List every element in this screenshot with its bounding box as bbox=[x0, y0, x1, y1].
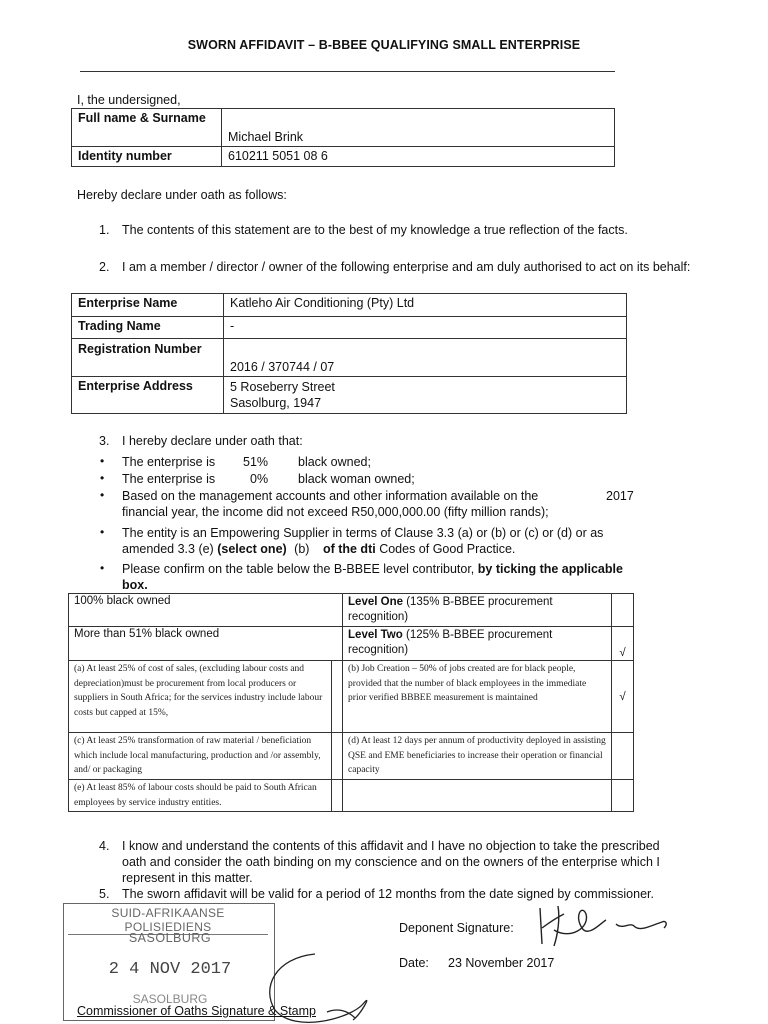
item-4-number: 4. bbox=[99, 839, 110, 853]
date-value: 23 November 2017 bbox=[448, 956, 555, 970]
item-4-text: I know and understand the contents of this affidavit and I have no objection to take the prescribed oath and consider the oath binding on my conscience and on the owners of the enterprise which I represent in this matter. bbox=[122, 839, 660, 885]
level-two-recognition: (125% B-BBEE procurement recognition) bbox=[348, 629, 553, 656]
level-two-condition: More than 51% black owned bbox=[69, 627, 343, 661]
empty-cell bbox=[343, 780, 612, 812]
criterion-b: (b) Job Creation – 50% of jobs created are for black people, provided that the number of black employees in the immediate prior verified BBBEE measurement is maintained bbox=[343, 661, 612, 733]
bullet-2-marker: • bbox=[100, 471, 105, 485]
level-one-recognition: (135% B-BBEE procurement recognition) bbox=[348, 596, 553, 623]
enterprise-address-label: Enterprise Address bbox=[72, 377, 224, 414]
bullet-5-prefix: Please confirm on the table below the B-BBEE level contributor, bbox=[122, 562, 475, 576]
identity-number-label: Identity number bbox=[72, 147, 222, 167]
enterprise-name-value: Katleho Air Conditioning (Pty) Ltd bbox=[224, 294, 627, 317]
level-one-condition: 100% black owned bbox=[69, 594, 343, 627]
declare-intro: Hereby declare under oath as follows: bbox=[77, 188, 287, 202]
item-1-number: 1. bbox=[99, 223, 110, 237]
level-two-tick-box[interactable]: √ bbox=[612, 627, 634, 661]
criterion-a-tick-box[interactable] bbox=[332, 661, 343, 733]
criterion-c: (c) At least 25% transformation of raw material / beneficiation which include local manufacturing, production and /or assembly, and/ or packaging bbox=[69, 733, 332, 780]
trading-name-value: - bbox=[224, 317, 627, 339]
bullet-5-line-1 bbox=[122, 561, 623, 577]
undersigned-text: I, the undersigned, bbox=[77, 93, 181, 107]
trading-name-label: Trading Name bbox=[72, 317, 224, 339]
identity-table bbox=[71, 108, 615, 167]
criterion-d-tick-box[interactable] bbox=[612, 733, 634, 780]
address-line-1: 5 Roseberry Street bbox=[230, 380, 335, 394]
financial-year: 2017 bbox=[606, 489, 634, 503]
date-label: Date: bbox=[399, 956, 429, 970]
item-5-number: 5. bbox=[99, 887, 110, 901]
item-3-text: I hereby declare under oath that: bbox=[122, 434, 303, 448]
level-one-label: Level One bbox=[348, 596, 403, 608]
registration-number-label: Registration Number bbox=[72, 339, 224, 377]
bullet-5-bold: by ticking the applicable bbox=[477, 562, 623, 576]
bullet-3-line-2: financial year, the income did not exceed R50,000,000.00 (fifty million rands); bbox=[122, 505, 549, 519]
criterion-e-tick-box[interactable] bbox=[332, 780, 343, 812]
bullet-2-prefix: The enterprise is bbox=[122, 472, 216, 486]
bullet-2-suffix: black woman owned; bbox=[298, 472, 415, 486]
black-owned-percentage: 51% bbox=[243, 455, 269, 469]
stamp-line-1: SUID-AFRIKAANSE POLISIEDIENS bbox=[68, 906, 268, 935]
criterion-b-tick-box[interactable]: √ bbox=[612, 661, 634, 733]
bullet-3-marker: • bbox=[100, 488, 105, 502]
item-3-number: 3. bbox=[99, 434, 110, 448]
clause-amended: amended 3.3 (e) bbox=[122, 542, 214, 556]
stamp-line-2: SASOLBURG bbox=[128, 931, 212, 945]
bbbee-level-table bbox=[68, 593, 634, 812]
criterion-d: (d) At least 12 days per annum of productivity deployed in assisting QSE and EME beneficiaries to increase their operation or financial capacity bbox=[343, 733, 612, 780]
bullet-5-marker: • bbox=[100, 561, 105, 575]
level-one-description bbox=[343, 594, 612, 627]
item-1-text: The contents of this statement are to the best of my knowledge a true reflection of the facts. bbox=[122, 223, 628, 237]
empty-tick-box[interactable] bbox=[612, 780, 634, 812]
full-name-value: Michael Brink bbox=[222, 109, 615, 147]
item-2-number: 2. bbox=[99, 260, 110, 274]
level-one-tick-box[interactable] bbox=[612, 594, 634, 627]
bullet-4-line-1: The entity is an Empowering Supplier in terms of Clause 3.3 (a) or (b) or (c) or (d) or as bbox=[122, 526, 604, 540]
stamp-line-4: SASOLBURG bbox=[132, 992, 208, 1006]
bullet-1-suffix: black owned; bbox=[298, 455, 371, 469]
item-2-text: I am a member / director / owner of the following enterprise and am duly authorised to act on its behalf: bbox=[122, 260, 691, 274]
registration-number-value: 2016 / 370744 / 07 bbox=[224, 339, 627, 377]
dti-label: of the dti bbox=[322, 542, 376, 556]
bullet-3-line-1: Based on the management accounts and other information available on the bbox=[122, 489, 539, 503]
address-line-2: Sasolburg, 1947 bbox=[230, 396, 322, 410]
select-one-label: (select one) bbox=[217, 542, 287, 556]
enterprise-table bbox=[71, 293, 627, 414]
level-two-description bbox=[343, 627, 612, 661]
document-title: SWORN AFFIDAVIT – B-BBEE QUALIFYING SMALL ENTERPRISE bbox=[187, 38, 581, 52]
full-name-label: Full name & Surname bbox=[72, 109, 222, 147]
bullet-1-marker: • bbox=[100, 454, 105, 468]
level-two-label: Level Two bbox=[348, 629, 403, 641]
bullet-1-prefix: The enterprise is bbox=[122, 455, 216, 469]
criterion-a: (a) At least 25% of cost of sales, (excluding labour costs and depreciation)must be procurement from local producers or suppliers in South Africa; for the services industry include labour costs but capped at 15%, bbox=[69, 661, 332, 733]
criterion-c-tick-box[interactable] bbox=[332, 733, 343, 780]
title-divider bbox=[80, 71, 615, 72]
item-5-text: The sworn affidavit will be valid for a period of 12 months from the date signed by commissioner. bbox=[122, 887, 654, 901]
black-woman-owned-percentage: 0% bbox=[250, 472, 269, 486]
stamp-date: 2 4 NOV 2017 bbox=[108, 960, 232, 979]
bullet-4-marker: • bbox=[100, 525, 105, 539]
criterion-e: (e) At least 85% of labour costs should be paid to South African employees by service industry entities. bbox=[69, 780, 332, 812]
enterprise-address-value bbox=[224, 377, 627, 414]
deponent-signature bbox=[530, 900, 680, 950]
bullet-4-line-2 bbox=[122, 541, 515, 557]
selected-clause: (b) bbox=[294, 542, 310, 556]
bullet-5-line-2: box. bbox=[122, 578, 148, 592]
deponent-signature-label: Deponent Signature: bbox=[399, 921, 514, 935]
enterprise-name-label: Enterprise Name bbox=[72, 294, 224, 317]
commissioner-label: Commissioner of Oaths Signature & Stamp bbox=[77, 1004, 316, 1018]
codes-text: Codes of Good Practice. bbox=[379, 542, 516, 556]
identity-number-value: 610211 5051 08 6 bbox=[222, 147, 615, 167]
